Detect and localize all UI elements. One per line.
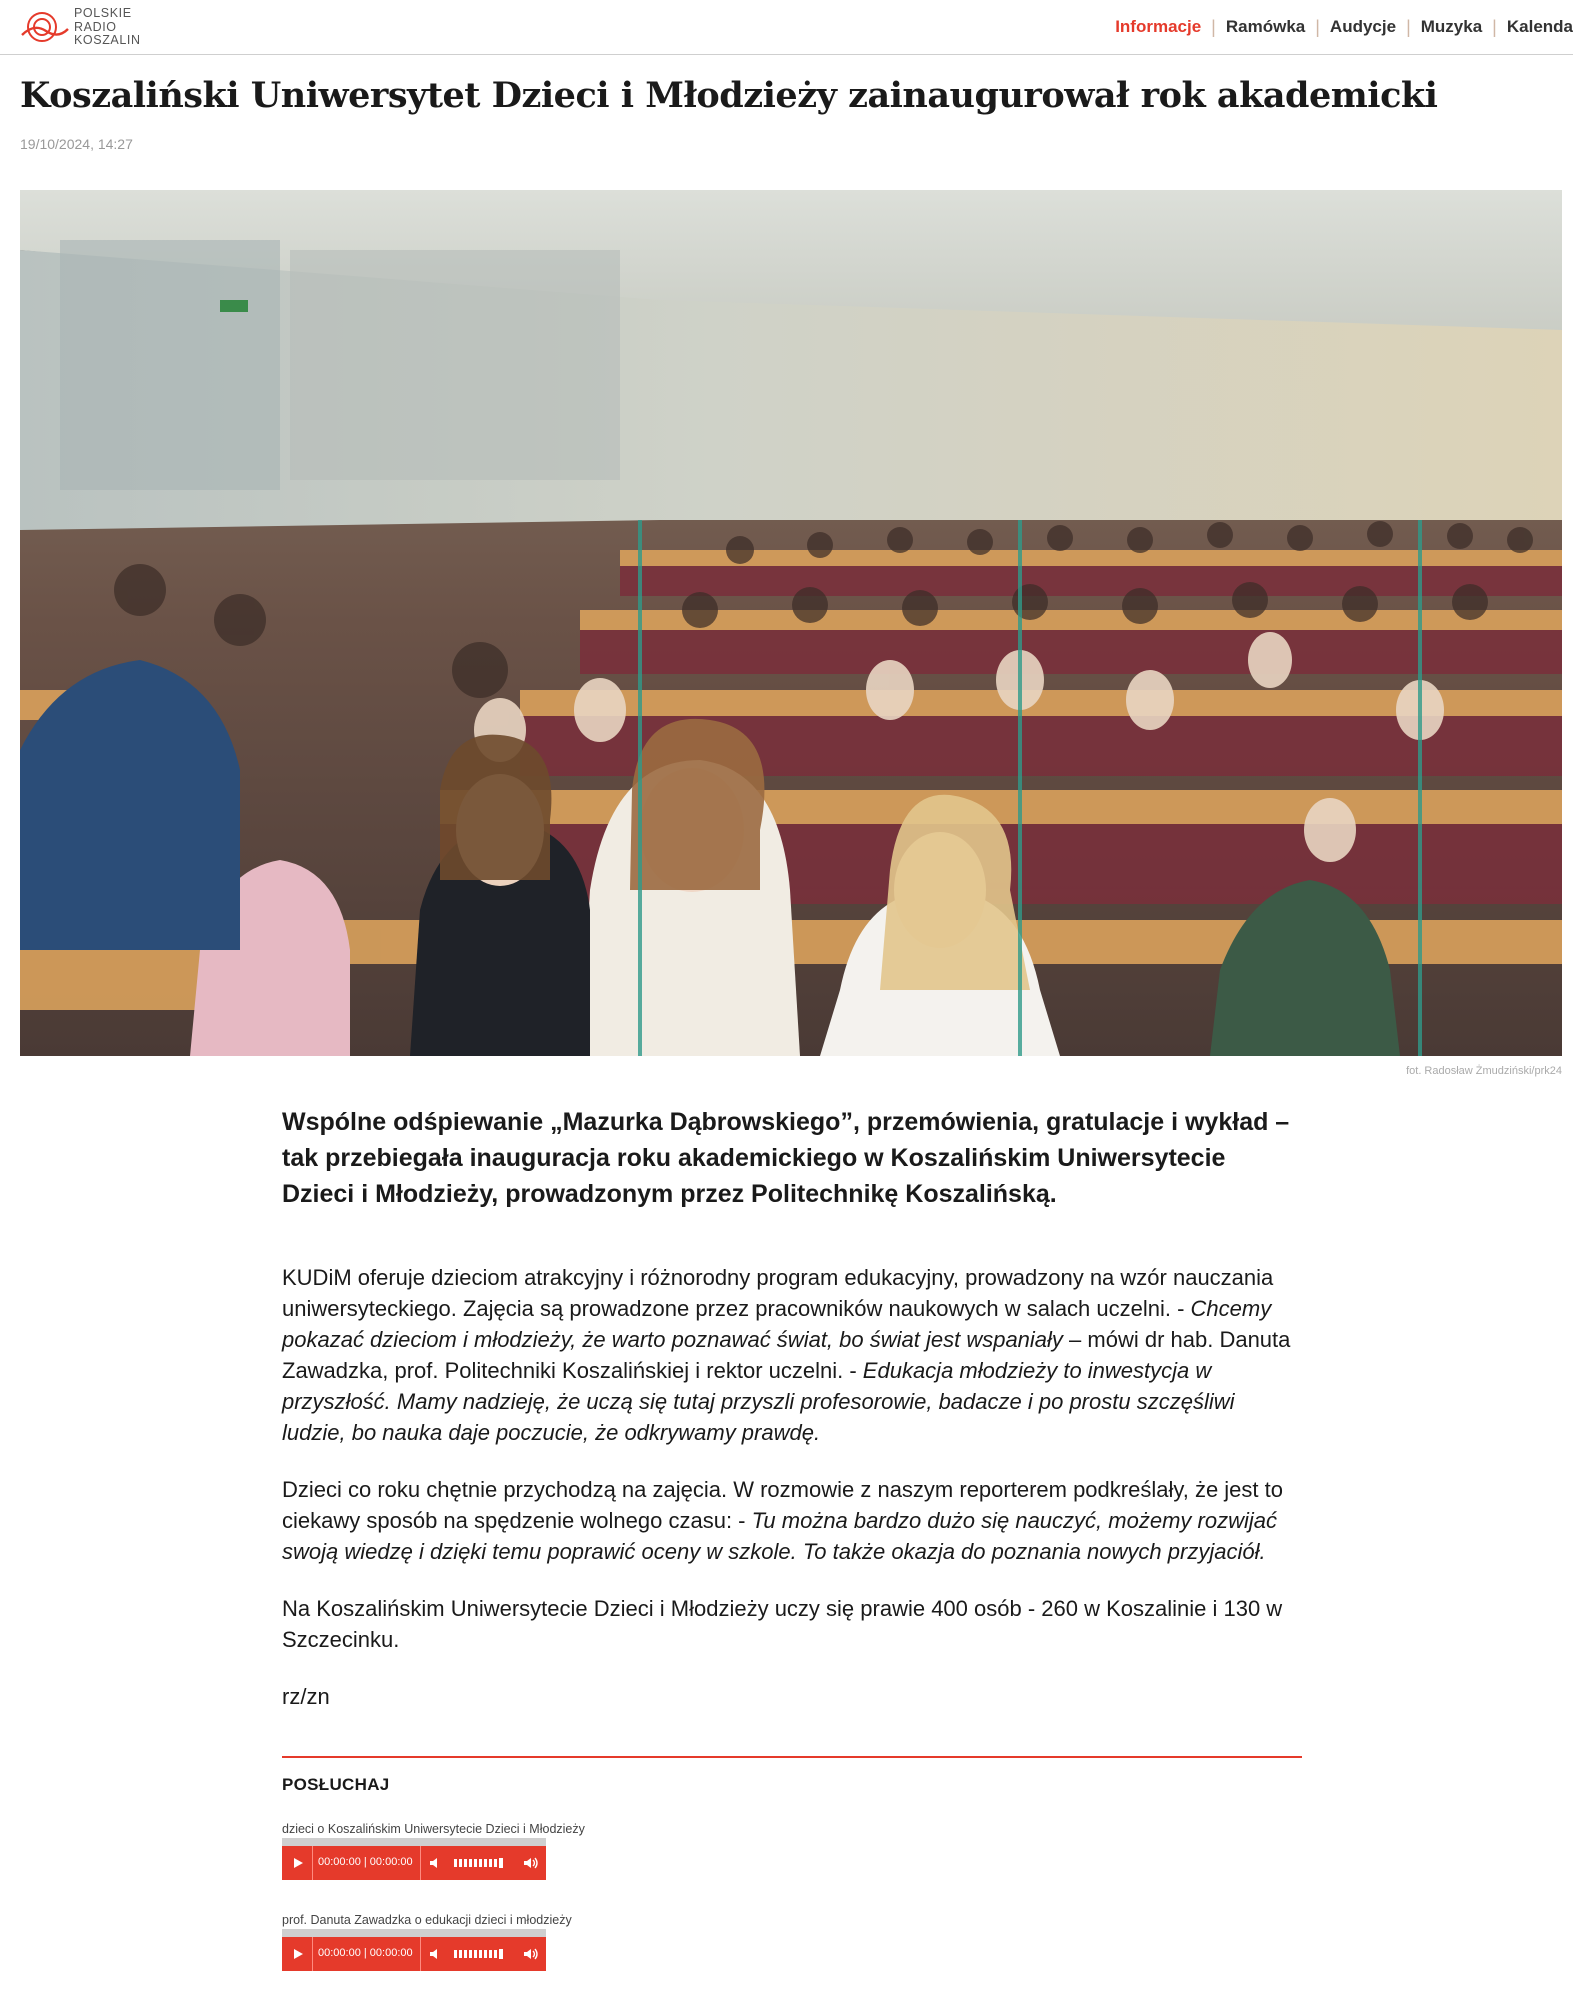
nav-separator: |: [1315, 16, 1320, 37]
audio-time: 00:00:00 | 00:00:00: [318, 1947, 413, 1959]
audio-player: [282, 1838, 546, 1880]
volume-slider[interactable]: [454, 1859, 514, 1867]
audio-player: [282, 1929, 546, 1971]
mute-icon[interactable]: [428, 1855, 444, 1871]
article-signature: rz/zn: [282, 1684, 330, 1709]
quote-run: Tu można bardzo dużo się nauczyć, możemy rozwijać swoją wiedzę i dzięki temu poprawić oceny w szkole. To także okazja do poznania nowych przyjaciół.: [282, 1508, 1277, 1564]
listen-heading: POSŁUCHAJ: [282, 1775, 390, 1794]
site-header: [0, 0, 1573, 55]
radio-wave-logo-icon: [20, 9, 70, 47]
play-icon[interactable]: [290, 1946, 306, 1962]
nav-separator: |: [1492, 16, 1497, 37]
player-divider: [312, 1937, 313, 1971]
nav-item-ramowka[interactable]: Ramówka: [1225, 17, 1306, 36]
quote-run: Edukacja młodzieży to inwestycja w przyszłość. Mamy nadzieję, że uczą się tutaj przyszli profesorowie, badacze i po prostu szczęśliwi ludzie, bo nauka daje poczucie, że odkrywamy prawdę.: [282, 1358, 1235, 1445]
play-icon[interactable]: [290, 1855, 306, 1871]
nav-separator: |: [1406, 16, 1411, 37]
article-paragraph-3: Na Koszalińskim Uniwersytecie Dzieci i Młodzieży uczy się prawie 400 osób - 260 w Koszalinie i 130 w Szczecinku.: [282, 1596, 1283, 1652]
article-body: [282, 1262, 1302, 1738]
text-run: – mówi dr hab. Danuta Zawadzka, prof. Politechniki Koszalińskiej i rektor uczelni. -: [282, 1327, 1291, 1383]
audio-caption: dzieci o Koszalińskim Uniwersytecie Dzieci i Młodzieży: [282, 1822, 585, 1836]
nav-item-audycje[interactable]: Audycje: [1329, 17, 1397, 36]
photo-credit: fot. Radosław Żmudziński/prk24: [1406, 1065, 1562, 1077]
volume-slider[interactable]: [454, 1950, 514, 1958]
player-divider: [420, 1846, 421, 1880]
section-divider: [282, 1756, 1302, 1758]
article-title: Koszaliński Uniwersytet Dzieci i Młodzieży zainaugurował rok akademicki: [20, 75, 1438, 116]
nav-item-kalendarz[interactable]: Kalenda: [1506, 17, 1573, 36]
lecture-hall-photo: [20, 190, 1562, 1056]
logo-wordmark: [74, 7, 141, 48]
player-divider: [312, 1846, 313, 1880]
logo-line-3: KOSZALIN: [74, 33, 141, 47]
site-logo[interactable]: [20, 7, 160, 49]
article-paragraph-1: [282, 1262, 1302, 1448]
audio-time: 00:00:00 | 00:00:00: [318, 1856, 413, 1868]
volume-max-icon[interactable]: [522, 1946, 540, 1962]
article-photo: [20, 190, 1562, 1056]
article-date: 19/10/2024, 14:27: [20, 136, 133, 152]
quote-run: Chcemy pokazać dzieciom i młodzieży, że warto poznawać świat, bo świat jest wspaniały: [282, 1296, 1272, 1352]
text-run: KUDiM oferuje dzieciom atrakcyjny i różnorodny program edukacyjny, prowadzony na wzór nauczania uniwersyteckiego. Zajęcia są prowadzone przez pracowników naukowych w salach uczelni. -: [282, 1265, 1274, 1321]
audio-caption: prof. Danuta Zawadzka o edukacji dzieci i młodzieży: [282, 1913, 572, 1927]
nav-item-muzyka[interactable]: Muzyka: [1420, 17, 1483, 36]
nav-separator: |: [1211, 16, 1216, 37]
main-nav: [1105, 16, 1573, 38]
mute-icon[interactable]: [428, 1946, 444, 1962]
text-run: Dzieci co roku chętnie przychodzą na zajęcia. W rozmowie z naszym reporterem podkreślały, że jest to ciekawy sposób na spędzenie wolnego czasu: -: [282, 1477, 1283, 1533]
logo-line-2: RADIO: [74, 19, 117, 34]
logo-line-1: POLSKIE: [74, 6, 132, 20]
volume-max-icon[interactable]: [522, 1855, 540, 1871]
nav-item-informacje[interactable]: Informacje: [1115, 17, 1202, 36]
article-paragraph-2: [282, 1474, 1302, 1567]
player-divider: [420, 1937, 421, 1971]
article-lead: Wspólne odśpiewanie „Mazurka Dąbrowskiego”, przemówienia, gratulacje i wykład – tak przebiegała inauguracja roku akademickiego w Koszalińskim Uniwersytecie Dzieci i Młodzieży, prowadzonym przez Politechnikę Koszalińską.: [282, 1108, 1290, 1208]
